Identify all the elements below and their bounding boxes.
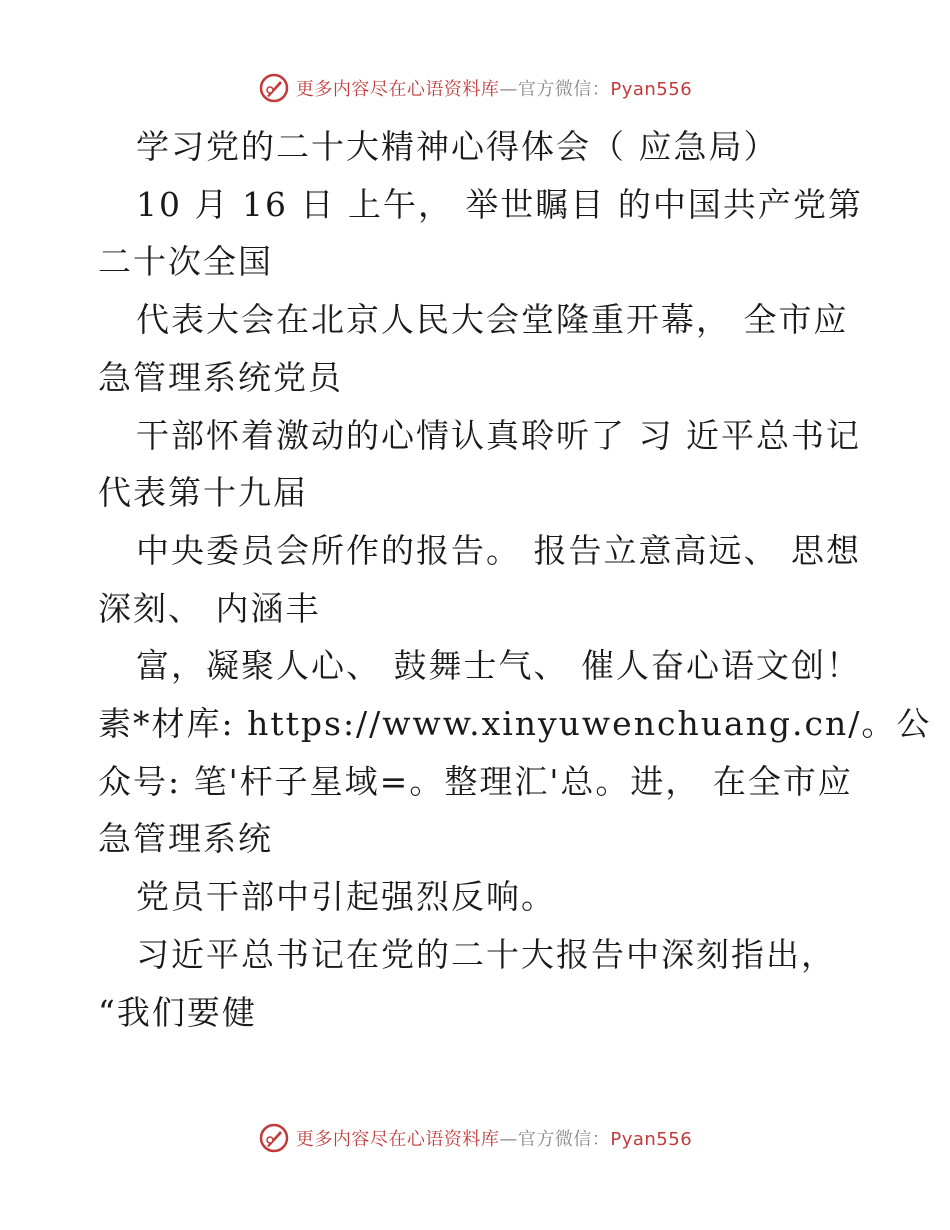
paragraph-line: 10 月 16 日 上午， 举世瞩目 的中国共产党第 [136, 184, 863, 224]
footer-watermark [0, 1122, 950, 1154]
paragraph-line: 众号: 笔'杆子星域=。整理汇'总。进， 在全市应 [98, 761, 853, 801]
watermark-text [296, 1125, 692, 1151]
paragraph-line: 中央委员会所作的报告。 报告立意高远、 思想 [136, 530, 861, 570]
watermark-text [296, 75, 692, 101]
paragraph-line: 代表第十九届 [98, 473, 308, 513]
watermark-id: Pyan556 [610, 79, 693, 100]
paragraph-line: 党员干部中引起强烈反响。 [136, 877, 556, 917]
paragraph-line: 急管理系统党员 [98, 357, 343, 397]
header-watermark [0, 72, 950, 104]
paragraph-line: 富，凝聚人心、 鼓舞士气、 催人奋心语文创！ [136, 646, 861, 686]
watermark-dash: — [499, 79, 518, 100]
document-title: 学习党的二十大精神心得体会（ 应急局） [136, 127, 779, 166]
paragraph-line: 急管理系统 [98, 819, 273, 859]
paragraph-line: 习近平总书记在党的二十大报告中深刻指出， [136, 934, 836, 974]
watermark-main: 更多内容尽在心语资料库 [295, 79, 500, 100]
paragraph-line: 二十次全国 [98, 242, 273, 282]
watermark-dash: — [499, 1129, 518, 1150]
seal-quill-icon [258, 1122, 290, 1154]
watermark-label: 官方微信： [517, 79, 611, 100]
paragraph-line: 素*材库: https://www.xinyuwenchuang.cn/。公 [98, 704, 932, 744]
document-body [98, 118, 932, 1041]
watermark-label: 官方微信： [517, 1129, 611, 1150]
paragraph-line: “我们要健 [98, 992, 257, 1032]
paragraph-line: 深刻、 内涵丰 [98, 588, 321, 628]
watermark-id: Pyan556 [610, 1129, 693, 1150]
paragraph-line: 代表大会在北京人民大会堂隆重开幕， 全市应 [136, 300, 849, 340]
paragraph-line: 干部怀着激动的心情认真聆听了 习 近平总书记 [136, 415, 861, 455]
watermark-main: 更多内容尽在心语资料库 [295, 1129, 500, 1150]
seal-quill-icon [258, 72, 290, 104]
